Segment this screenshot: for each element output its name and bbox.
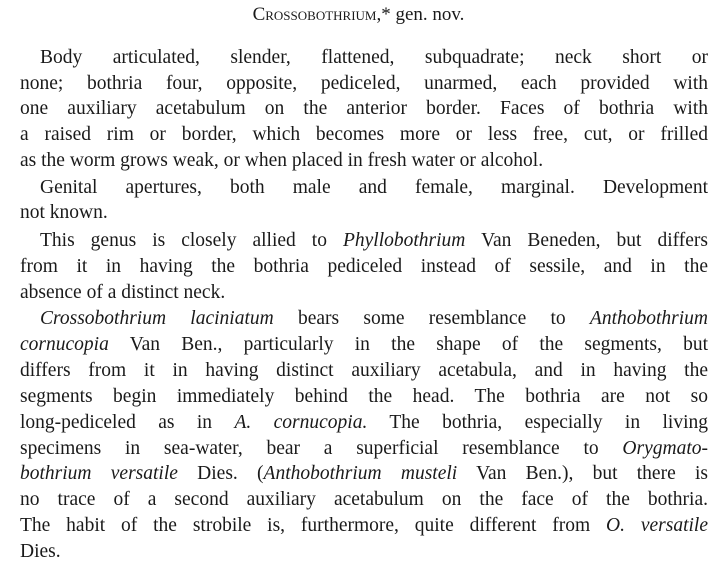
italic-taxon-name: Orygmato- — [622, 438, 708, 459]
text-segment: Van Beneden, but differs — [465, 230, 708, 251]
text-line — [20, 411, 708, 435]
text-line — [20, 123, 708, 147]
text-segment: Van Ben., particularly in the shape of the segments, but — [108, 334, 708, 355]
italic-taxon-name: Crossobothrium laciniatum — [40, 308, 274, 329]
text-segment: differs from it in having distinct auxiliary acetabula, and in having the — [20, 360, 708, 381]
italic-taxon-name: Anthobothrium — [589, 308, 708, 329]
genus-heading — [0, 4, 717, 26]
italic-taxon-name: bothrium versatile — [20, 463, 178, 484]
text-line — [20, 514, 708, 538]
text-line — [20, 72, 708, 96]
text-segment: bears some resemblance to — [273, 308, 590, 329]
text-segment: as the worm grows weak, or when placed in fresh water or alcohol. — [20, 150, 544, 171]
text-line — [20, 359, 708, 383]
text-segment: Dies. ( — [177, 463, 264, 484]
text-segment: The habit of the strobile is, furthermore, quite different from — [20, 515, 607, 536]
footnote-mark: * — [381, 4, 391, 25]
text-segment: one auxiliary acetabulum on the anterior border. Faces of bothria with — [20, 98, 708, 119]
text-segment: a raised rim or border, which becomes more or less free, cut, or frilled — [20, 124, 708, 145]
text-segment: Body articulated, slender, flattened, subquadrate; neck short or — [40, 47, 708, 68]
italic-taxon-name: O. versatile — [606, 515, 708, 536]
text-line — [20, 488, 708, 512]
text-segment: specimens in sea-water, bear a superficial resemblance to — [20, 438, 623, 459]
text-line — [20, 385, 708, 409]
text-segment: The bothria, especially in living — [367, 412, 708, 433]
text-segment: absence of a distinct neck. — [20, 282, 226, 303]
text-line — [20, 255, 708, 279]
text-segment: Van Ben.), but there is — [457, 463, 708, 484]
text-segment: none; bothria four, opposite, pediceled, unarmed, each provided with — [20, 73, 708, 94]
genus-status: gen. nov. — [390, 4, 465, 25]
italic-taxon-name: A. cornucopia. — [234, 412, 368, 433]
text-segment: from it in having the bothria pediceled instead of sessile, and in the — [20, 256, 708, 277]
text-segment: This genus is closely allied to — [40, 230, 343, 251]
genus-name: Crossobothrium, — [252, 4, 382, 25]
text-line — [40, 307, 708, 331]
text-line — [20, 149, 708, 173]
text-segment: Dies. — [20, 541, 61, 562]
italic-taxon-name: cornucopia — [20, 334, 109, 355]
italic-taxon-name: Phyllobothrium — [342, 230, 466, 251]
text-segment: Genital apertures, both male and female, marginal. Development — [40, 177, 708, 198]
text-line — [20, 201, 708, 225]
text-line — [20, 437, 708, 461]
text-line — [20, 540, 708, 564]
text-segment: long-pediceled as in — [20, 412, 235, 433]
text-line — [40, 46, 708, 70]
text-line — [20, 333, 708, 357]
text-line — [20, 462, 708, 486]
text-line — [20, 97, 708, 121]
text-line — [40, 176, 708, 200]
text-line — [20, 281, 708, 305]
text-line — [40, 229, 708, 253]
text-segment: not known. — [20, 202, 108, 223]
text-segment: segments begin immediately behind the head. The bothria are not so — [20, 386, 708, 407]
italic-taxon-name: Anthobothrium musteli — [263, 463, 458, 484]
text-segment: no trace of a second auxiliary acetabulum on the face of the bothria. — [20, 489, 708, 510]
